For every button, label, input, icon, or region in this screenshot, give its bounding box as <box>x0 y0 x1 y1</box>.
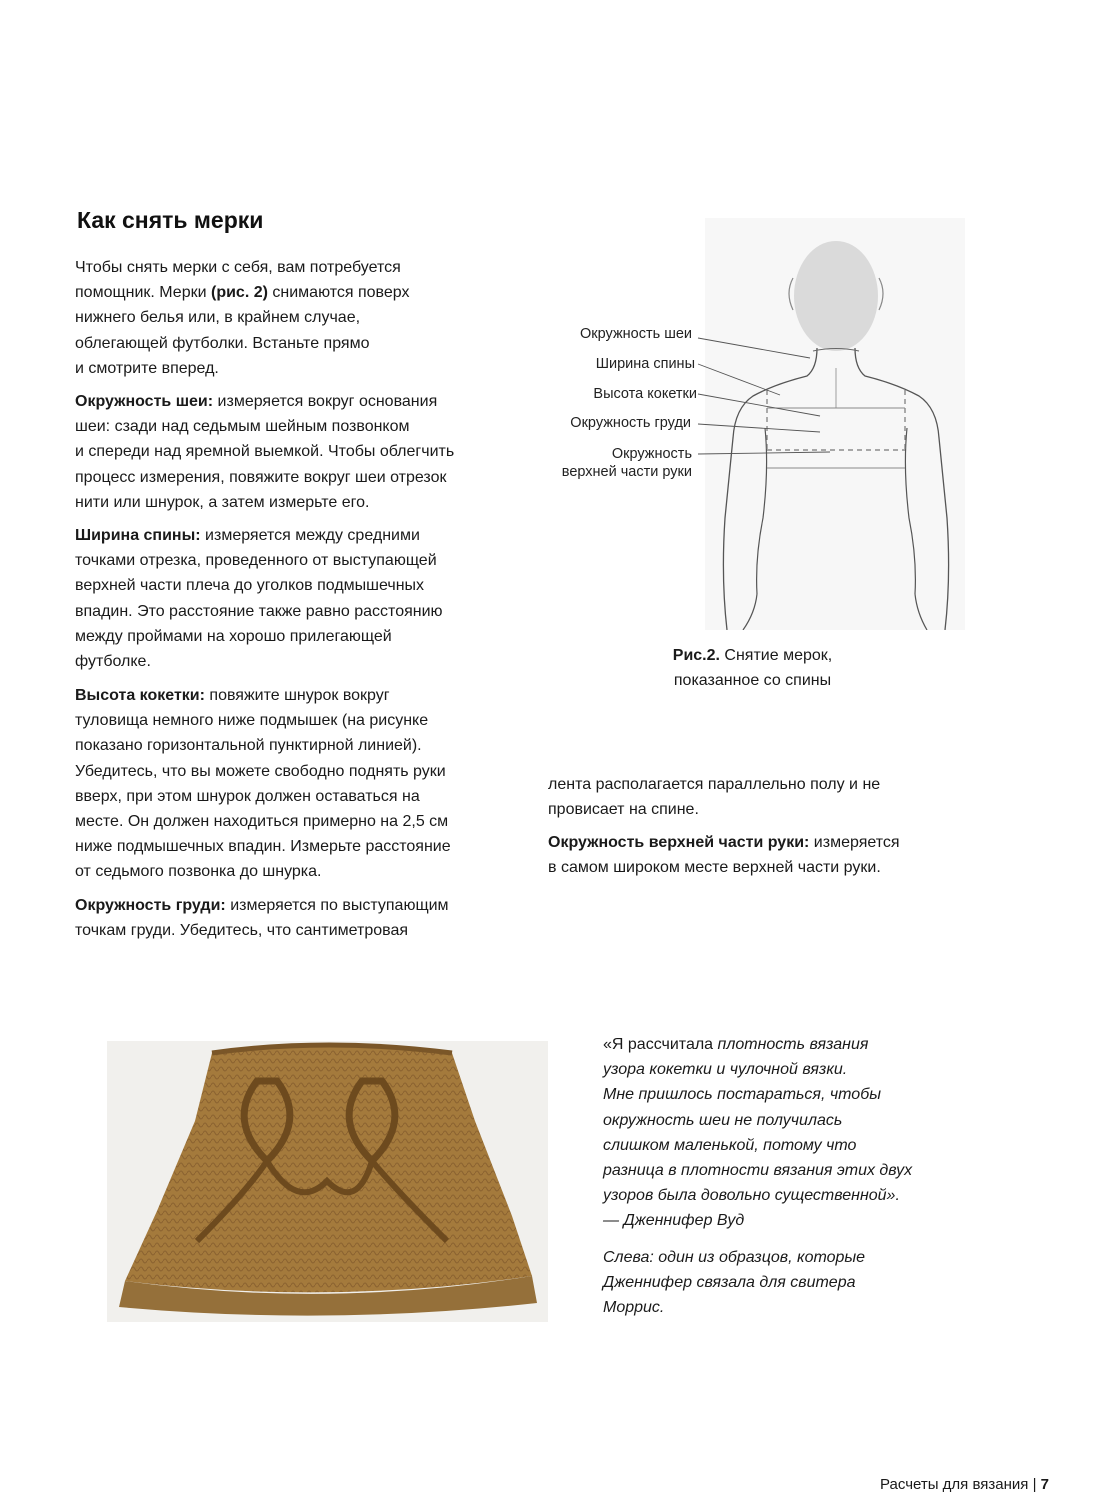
designer-quote: «Я рассчитала плотность вязания узора кокетки и чулочной вязки. Мне пришлось постараться, чтобы окружность шеи не получилась слишком маленькой, потому что разница в плотности вязания этих двух узоров была довольно существенной». — Дженнифер Вуд <box>603 1036 913 1230</box>
knitted-swatch-illustration <box>107 1041 548 1322</box>
label-yoke-depth: Высота кокетки <box>593 386 697 402</box>
neck-paragraph: Окружность шеи: измеряется вокруг основания шеи: сзади над седьмым шейным позвонком и спереди над яремной выемкой. Чтобы облегчить процесс измерения, повяжите вокруг шеи отрезок нити или шнурок, а затем измерьте его. <box>75 393 455 511</box>
photo-note: Слева: один из образцов, которые Дженнифер связала для свитера Моррис. <box>603 1249 866 1317</box>
page-number: 7 <box>1040 1476 1049 1493</box>
label-upper-arm: Окружность верхней части руки <box>561 446 692 480</box>
label-back-width: Ширина спины <box>595 356 695 372</box>
intro-line: облегающей футболки. Встаньте прямо <box>75 334 370 352</box>
intro-line: и смотрите вперед. <box>75 359 219 377</box>
page-title: Как снять мерки <box>77 207 264 233</box>
knitted-swatch-photo <box>107 1041 548 1322</box>
intro-paragraph <box>75 255 495 381</box>
intro-line: Чтобы снять мерки с себя, вам потребуется <box>75 259 401 276</box>
neck-term: Окружность шеи: <box>75 393 214 410</box>
back-width-term: Ширина спины: <box>75 527 201 544</box>
label-chest-circumference: Окружность груди <box>570 415 691 431</box>
intro-line: нижнего белья или, в крайнем случае, <box>75 309 361 327</box>
figure-caption-number: Рис.2. <box>672 647 720 664</box>
back-width-paragraph: Ширина спины: измеряется между средними точками отрезка, проведенного от выступающей верхней части плеча до уголков подмышечных впадин. Это расстояние также равно расстоянию между проймами на хорошо прилегающей футболке. <box>75 527 443 671</box>
footer-separator: | <box>1032 1476 1037 1493</box>
figure-leader-lines <box>690 320 840 470</box>
chest-paragraph: Окружность груди: измеряется по выступающим точкам груди. Убедитесь, что сантиметровая <box>75 897 449 940</box>
chest-term: Окружность груди: <box>75 897 226 914</box>
page-footer <box>880 1476 1049 1493</box>
figure-caption: Рис.2. Снятие мерок, показанное со спины <box>672 647 833 689</box>
label-neck-circumference: Окружность шеи <box>580 326 692 342</box>
footer-section: Расчеты для вязания <box>880 1476 1029 1493</box>
yoke-depth-paragraph: Высота кокетки: повяжите шнурок вокруг туловища немного ниже подмышек (на рисунке показано горизонтальной пунктирной линией). Убедитесь, что вы можете свободно поднять руки вверх, при этом шнурок должен оставаться на месте. Он должен находиться примерно на 2,5 см ниже подмышечных впадин. Измерьте расстояние от седьмого позвонка до шнурка. <box>75 687 451 881</box>
figure-reference: (рис. 2) <box>210 284 268 302</box>
chest-continued: лента располагается параллельно полу и не провисает на спине. <box>548 776 881 819</box>
upper-arm-paragraph: Окружность верхней части руки: измеряется в самом широком месте верхней части руки. <box>548 834 900 877</box>
upper-arm-term: Окружность верхней части руки: <box>548 834 810 851</box>
yoke-depth-term: Высота кокетки: <box>75 687 205 704</box>
intro-line: помощник. Мерки (рис. 2) снимаются поверх <box>75 284 410 302</box>
